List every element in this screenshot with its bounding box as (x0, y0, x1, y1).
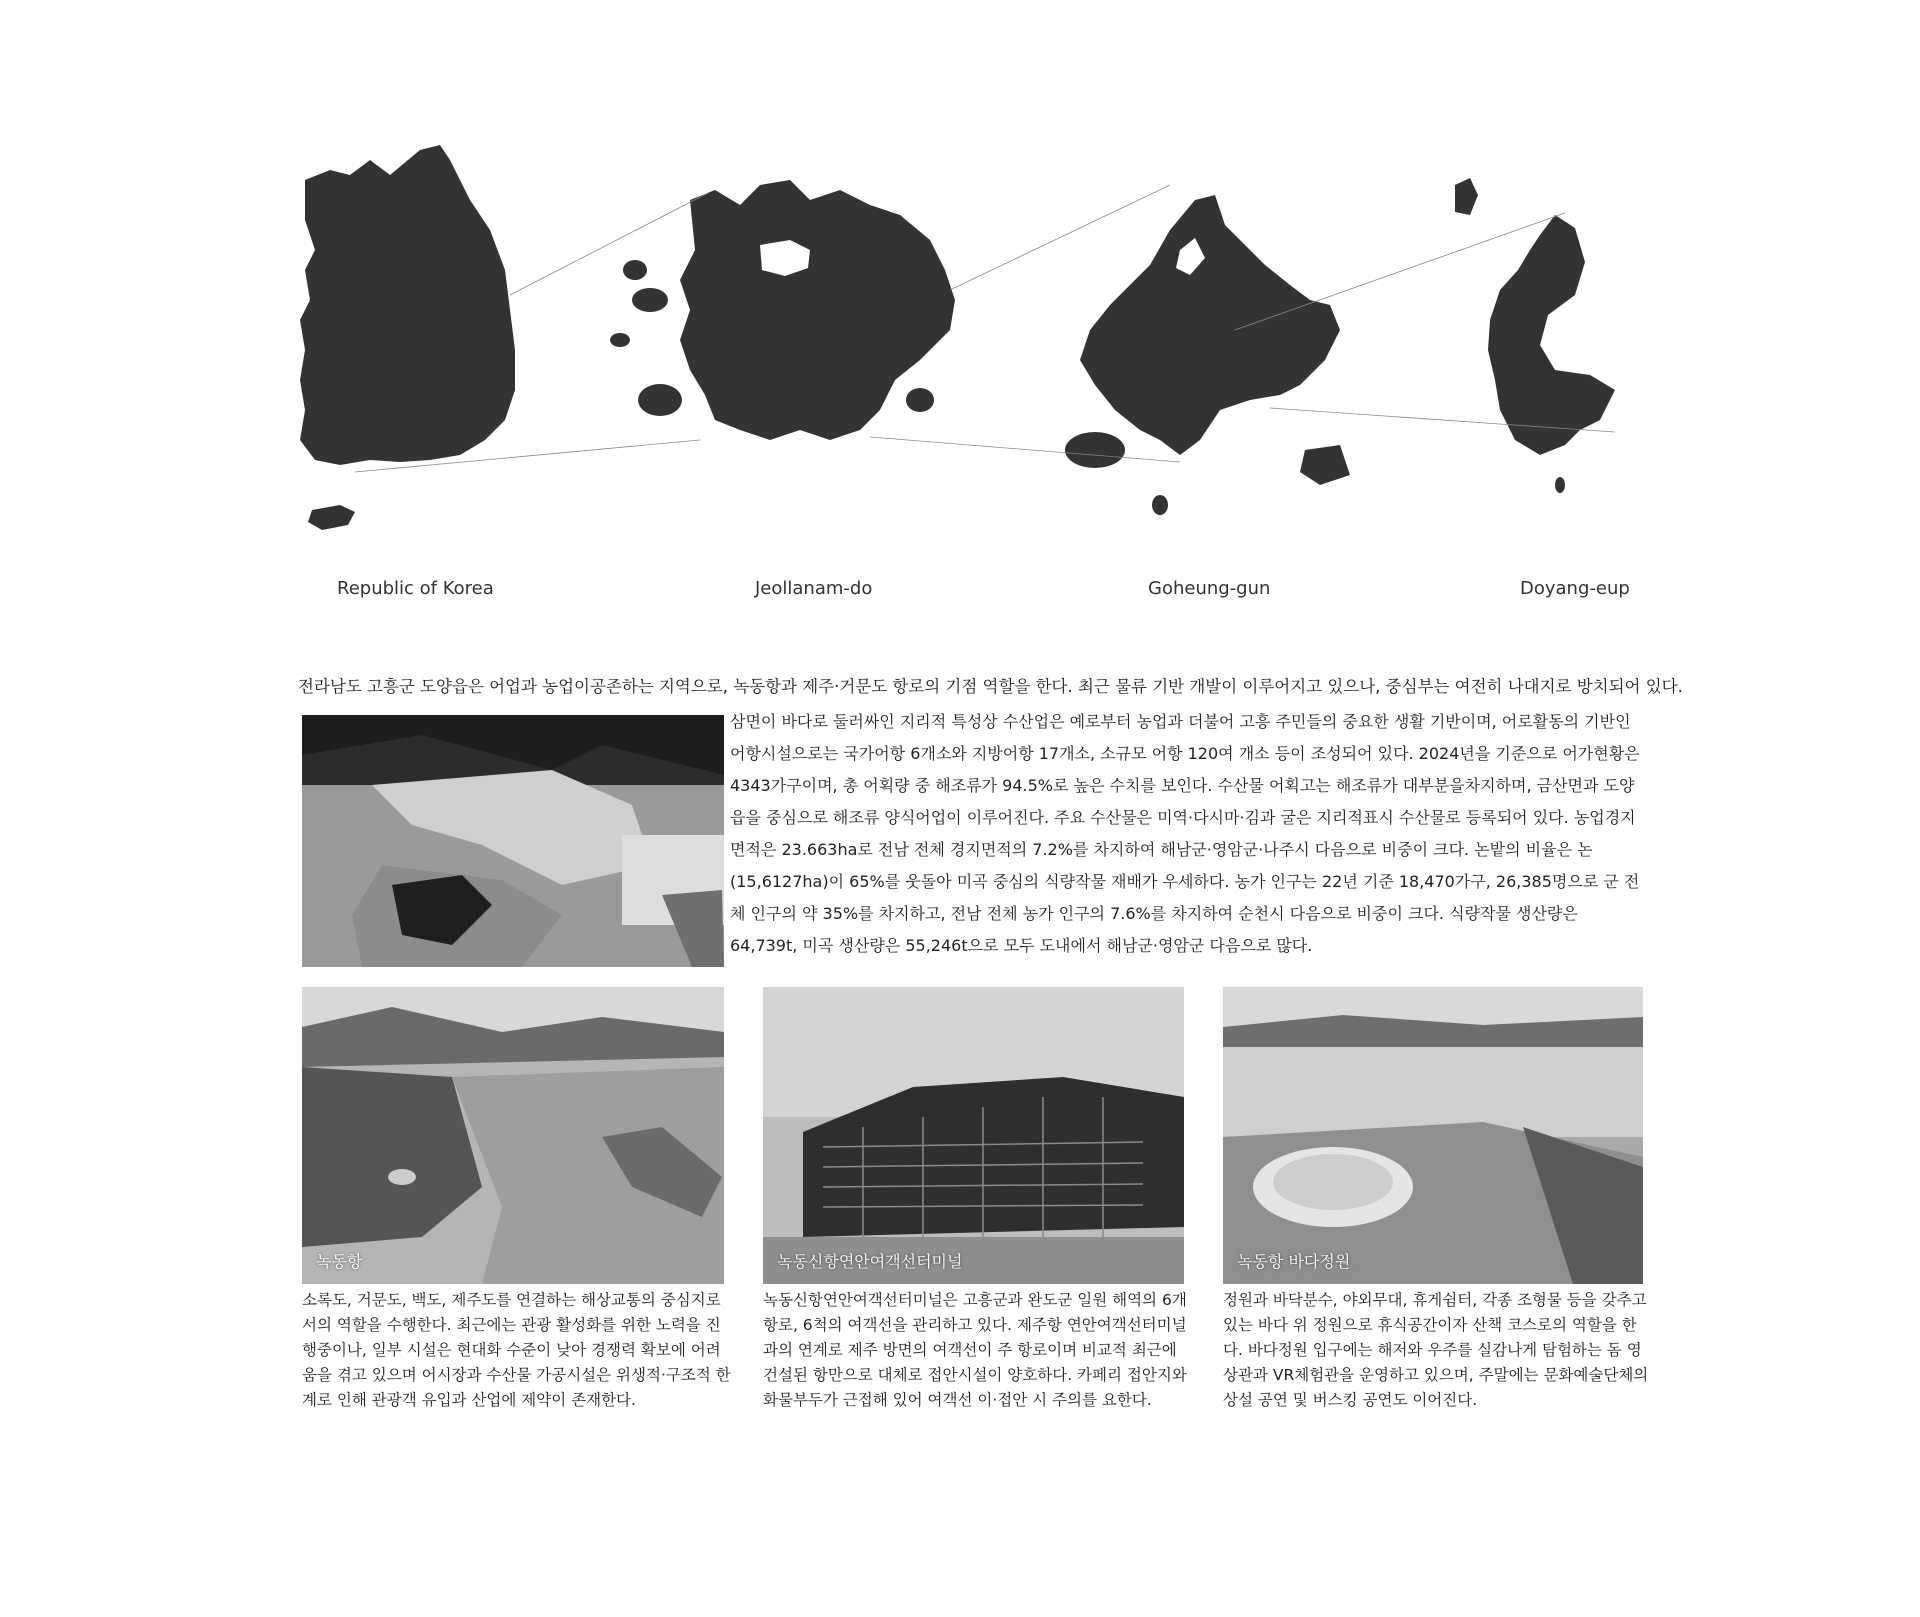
aerial-photo (302, 715, 724, 967)
photo-ferry-terminal (763, 987, 1184, 1284)
map-label-doyang: Doyang-eup (1520, 578, 1630, 599)
map-doyang (1455, 178, 1478, 215)
map-jeju (308, 505, 355, 530)
location-maps (0, 0, 1920, 560)
map-label-goheung: Goheung-gun (1148, 578, 1271, 599)
photo-caption: 녹동신항연안여객선터미널 (777, 1252, 963, 1271)
map-doyang-main (1488, 215, 1615, 455)
intro-text: 전라남도 고흥군 도양읍은 어업과 농업이공존하는 지역으로, 녹동항과 제주·거문도 항로의 기점 역할을 한다. 최근 물류 기반 개발이 이루어지고 있으나, 중심부는 여전히 나대지로 방치되어 있다. (298, 677, 1683, 696)
map-goheung (1080, 195, 1340, 455)
description-ferry-terminal: 녹동신항연안여객선터미널은 고흥군과 완도군 일원 해역의 6개 항로, 6척의 여객선을 관리하고 있다. 제주항 연안여객선터미널과의 연계로 제주 방면의 여객선이 주 항로이며 비교적 최근에 건설된 항만으로 대체로 접안시설이 양호하다. 카페리 접안지와 화물부두가 근접해 있어 여객선 이·접안 시 주의를 요한다. (763, 1291, 1187, 1409)
photo-nokdong-port (302, 987, 724, 1284)
map-label-jeollanam: Jeollanam-do (755, 578, 873, 599)
photo-sea-garden (1223, 987, 1643, 1284)
description-nokdong-port: 소록도, 거문도, 백도, 제주도를 연결하는 해상교통의 중심지로서의 역할을 수행한다. 최근에는 관광 활성화를 위한 노력을 진행중이나, 일부 시설은 현대화 수준이 낮아 경쟁력 확보에 어려움을 겪고 있으며 어시장과 수산물 가공시설은 위생적·구조적 한계로 인해 관광객 유입과 산업에 제약이 존재한다. (302, 1291, 731, 1409)
map-korea (300, 145, 515, 465)
photo-caption: 녹동항 바다정원 (1237, 1252, 1351, 1271)
photo-caption: 녹동항 (316, 1252, 363, 1271)
description-sea-garden: 정원과 바닥분수, 야외무대, 휴게쉼터, 각종 조형물 등을 갖추고 있는 바다 위 정원으로 휴식공간이자 산책 코스로의 역할을 한다. 바다정원 입구에는 해저와 우주를 실감나게 탐험하는 돔 영상관과 VR체험관을 운영하고 있으며, 주말에는 문화예술단체의 상설 공연 및 버스킹 공연도 이어진다. (1223, 1291, 1649, 1409)
map-label-korea: Republic of Korea (337, 578, 494, 599)
main-description: 삼면이 바다로 둘러싸인 지리적 특성상 수산업은 예로부터 농업과 더불어 고흥 주민들의 중요한 생활 기반이며, 어로활동의 기반인 어항시설으로는 국가어항 6개소와 지방어항 17개소, 소규모 어항 120여 개소 등이 조성되어 있다. 2024년을 기준으로 어가현황은 4343가구이며, 총 어획량 중 해조류가 94.5%로 높은 수치를 보인다. 수산물 어획고는 해조류가 대부분을차지하며, 금산면과 도양읍을 중심으로 해조류 양식어업이 이루어진다. 주요 수산물은 미역·다시마·김과 굴은 지리적표시 수산물로 등록되어 있다. 농업경지면적은 23.663ha로 전남 전체 경지면적의 7.2%를 차지하여 해남군·영암군·나주시 다음으로 비중이 크다. 논밭의 비율은 논(15,6127ha)이 65%를 웃돌아 미곡 중심의 식량작물 재배가 우세하다. 농가 인구는 22년 기준 18,470가구, 26,385명으로 군 전체 인구의 약 35%를 차지하고, 전남 전체 농가 인구의 7.6%를 차지하여 순천시 다음으로 비중이 크다. 식량작물 생산량은 64,739t, 미곡 생산량은 55,246t으로 모두 도내에서 해남군·영암군 다음으로 많다. (730, 712, 1640, 955)
